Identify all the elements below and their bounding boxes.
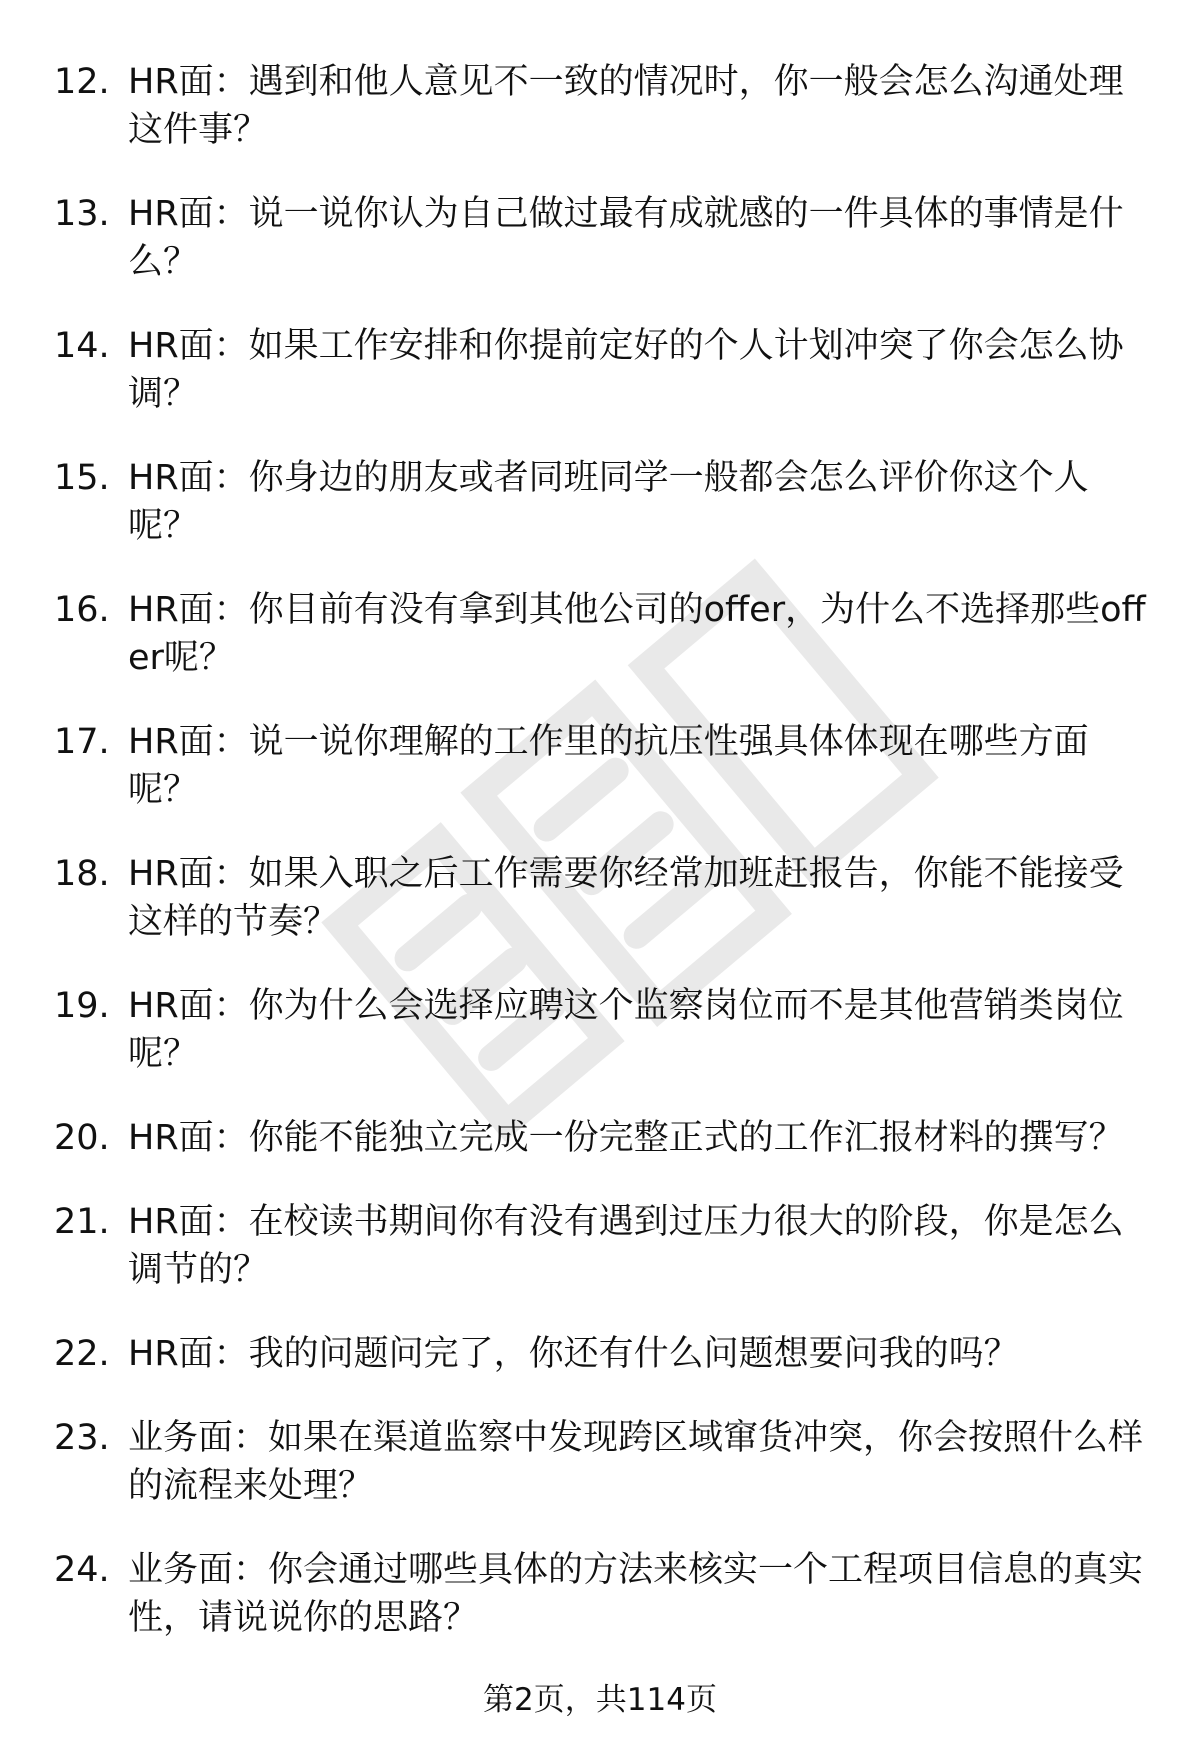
question-item — [54, 454, 1154, 550]
question-text: HR面：说一说你理解的工作里的抗压性强具体体现在哪些方面呢？ — [128, 722, 1089, 810]
question-item — [54, 1114, 1154, 1162]
question-number: 20. — [54, 1118, 110, 1158]
question-item — [54, 1414, 1154, 1510]
question-item — [54, 586, 1154, 682]
question-number: 14. — [54, 326, 110, 366]
question-number: 23. — [54, 1418, 110, 1458]
question-item — [54, 322, 1154, 418]
question-number: 16. — [54, 590, 110, 630]
question-text: HR面：在校读书期间你有没有遇到过压力很大的阶段，你是怎么调节的？ — [128, 1202, 1124, 1290]
question-number: 19. — [54, 986, 110, 1026]
question-number: 21. — [54, 1202, 110, 1242]
question-item — [54, 982, 1154, 1078]
question-number: 12. — [54, 62, 110, 102]
question-item — [54, 850, 1154, 946]
question-text: HR面：我的问题问完了，你还有什么问题想要问我的吗？ — [128, 1334, 1019, 1374]
question-text: HR面：你目前有没有拿到其他公司的offer，为什么不选择那些offer呢？ — [128, 590, 1146, 678]
question-number: 13. — [54, 194, 110, 234]
question-number: 24. — [54, 1550, 110, 1590]
question-text: HR面：你为什么会选择应聘这个监察岗位而不是其他营销类岗位呢？ — [128, 986, 1124, 1074]
question-number: 17. — [54, 722, 110, 762]
question-text: HR面：遇到和他人意见不一致的情况时，你一般会怎么沟通处理这件事？ — [128, 62, 1124, 150]
question-text: HR面：如果工作安排和你提前定好的个人计划冲突了你会怎么协调？ — [128, 326, 1124, 414]
question-item — [54, 190, 1154, 286]
question-text: HR面：如果入职之后工作需要你经常加班赶报告，你能不能接受这样的节奏？ — [128, 854, 1124, 942]
question-text: HR面：你能不能独立完成一份完整正式的工作汇报材料的撰写？ — [128, 1118, 1124, 1158]
question-number: 22. — [54, 1334, 110, 1374]
question-item — [54, 1330, 1154, 1378]
question-text: HR面：说一说你认为自己做过最有成就感的一件具体的事情是什么？ — [128, 194, 1124, 282]
question-item — [54, 1198, 1154, 1294]
question-item — [54, 1546, 1154, 1642]
question-text: HR面：你身边的朋友或者同班同学一般都会怎么评价你这个人呢？ — [128, 458, 1089, 546]
question-number: 18. — [54, 854, 110, 894]
question-list — [54, 58, 1154, 1678]
question-number: 15. — [54, 458, 110, 498]
page-footer: 第2页，共114页 — [483, 1682, 717, 1718]
question-item — [54, 58, 1154, 154]
question-text: 业务面：你会通过哪些具体的方法来核实一个工程项目信息的真实性，请说说你的思路？ — [128, 1550, 1144, 1638]
question-text: 业务面：如果在渠道监察中发现跨区域窜货冲突，你会按照什么样的流程来处理？ — [128, 1418, 1144, 1506]
question-item — [54, 718, 1154, 814]
